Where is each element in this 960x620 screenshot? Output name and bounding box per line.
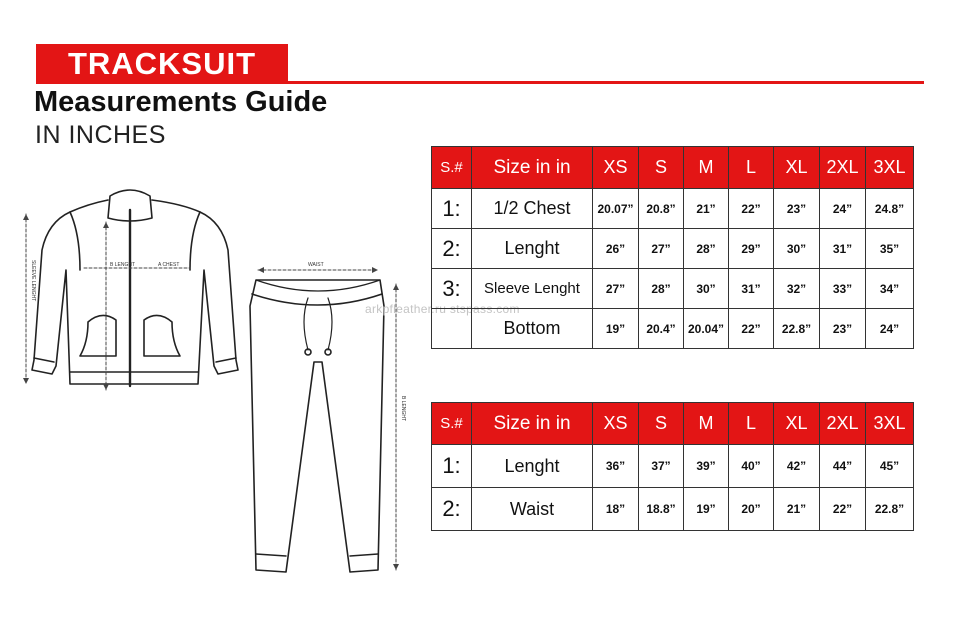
row-label: Bottom [472, 309, 593, 349]
column-header: XS [593, 403, 639, 445]
row-label: Sleeve Lenght [472, 269, 593, 309]
jacket-b-length-label: B LENGHT [110, 262, 136, 268]
column-header: S [639, 147, 684, 189]
column-header: XS [593, 147, 639, 189]
table-row [432, 189, 914, 229]
table-cell: 18.8” [639, 488, 684, 531]
table-cell: 42” [774, 445, 820, 488]
table-cell: 20.4” [639, 309, 684, 349]
table-cell: 20.04” [684, 309, 729, 349]
table-cell: 37” [639, 445, 684, 488]
sleeve-length-label: SLEEVE LENGHT [30, 260, 36, 302]
table-cell: 34” [866, 269, 914, 309]
column-header: 3XL [866, 403, 914, 445]
table-cell: 22” [820, 488, 866, 531]
table-row [432, 445, 914, 488]
row-label: Lenght [472, 229, 593, 269]
table-cell: 19” [593, 309, 639, 349]
table-row [432, 488, 914, 531]
column-header: 3XL [866, 147, 914, 189]
table-cell: 24.8” [866, 189, 914, 229]
table-cell: 24” [866, 309, 914, 349]
table-cell: 22” [729, 309, 774, 349]
table-cell: 20” [729, 488, 774, 531]
table-cell: 20.8” [639, 189, 684, 229]
table-cell: 30” [684, 269, 729, 309]
column-header: XL [774, 147, 820, 189]
table-cell: 20.07” [593, 189, 639, 229]
table-cell: 22.8” [774, 309, 820, 349]
table-row [432, 269, 914, 309]
table-cell: 31” [820, 229, 866, 269]
column-header: M [684, 147, 729, 189]
table-cell: 23” [774, 189, 820, 229]
table-cell: 39” [684, 445, 729, 488]
pants-b-length-label: B LENGHT [400, 396, 406, 422]
page-title: Measurements Guide [34, 86, 328, 118]
table-header-row [432, 403, 914, 445]
column-header: 2XL [820, 403, 866, 445]
table-cell: 19” [684, 488, 729, 531]
jacket-size-table [431, 146, 914, 349]
row-label: Lenght [472, 445, 593, 488]
pants-drawing [250, 280, 384, 572]
table-cell: 32” [774, 269, 820, 309]
table-cell: 21” [684, 189, 729, 229]
row-number: 1: [432, 445, 472, 488]
table-cell: 22” [729, 189, 774, 229]
row-number [432, 309, 472, 349]
table-cell: 40” [729, 445, 774, 488]
waist-label: WAIST [308, 262, 324, 268]
table-header-row [432, 147, 914, 189]
column-header: S.# [432, 147, 472, 189]
column-header: M [684, 403, 729, 445]
row-number: 1: [432, 189, 472, 229]
table-cell: 35” [866, 229, 914, 269]
table-cell: 26” [593, 229, 639, 269]
tracksuit-illustration [18, 170, 418, 590]
page-subtitle: IN INCHES [35, 121, 166, 149]
table-cell: 23” [820, 309, 866, 349]
column-header: Size in in [472, 147, 593, 189]
table-cell: 22.8” [866, 488, 914, 531]
row-label: 1/2 Chest [472, 189, 593, 229]
table-cell: 45” [866, 445, 914, 488]
table-cell: 27” [639, 229, 684, 269]
pants-size-table [431, 402, 914, 531]
column-header: S [639, 403, 684, 445]
table-row [432, 229, 914, 269]
table-cell: 30” [774, 229, 820, 269]
table-cell: 28” [639, 269, 684, 309]
row-number: 2: [432, 488, 472, 531]
table-cell: 18” [593, 488, 639, 531]
jacket-drawing [32, 190, 238, 386]
table-cell: 27” [593, 269, 639, 309]
row-number: 2: [432, 229, 472, 269]
row-number: 3: [432, 269, 472, 309]
column-header: XL [774, 403, 820, 445]
column-header: L [729, 147, 774, 189]
table-cell: 31” [729, 269, 774, 309]
table-row [432, 309, 914, 349]
table-cell: 29” [729, 229, 774, 269]
column-header: 2XL [820, 147, 866, 189]
column-header: L [729, 403, 774, 445]
column-header: S.# [432, 403, 472, 445]
chest-label: A CHEST [158, 262, 180, 268]
table-cell: 44” [820, 445, 866, 488]
table-cell: 21” [774, 488, 820, 531]
table-cell: 36” [593, 445, 639, 488]
table-cell: 33” [820, 269, 866, 309]
table-cell: 24” [820, 189, 866, 229]
watermark: arkpfleather.ru stspass.com [365, 302, 520, 316]
row-label: Waist [472, 488, 593, 531]
table-cell: 28” [684, 229, 729, 269]
brand-banner: TRACKSUIT [36, 44, 288, 84]
header-rule [36, 81, 924, 84]
column-header: Size in in [472, 403, 593, 445]
